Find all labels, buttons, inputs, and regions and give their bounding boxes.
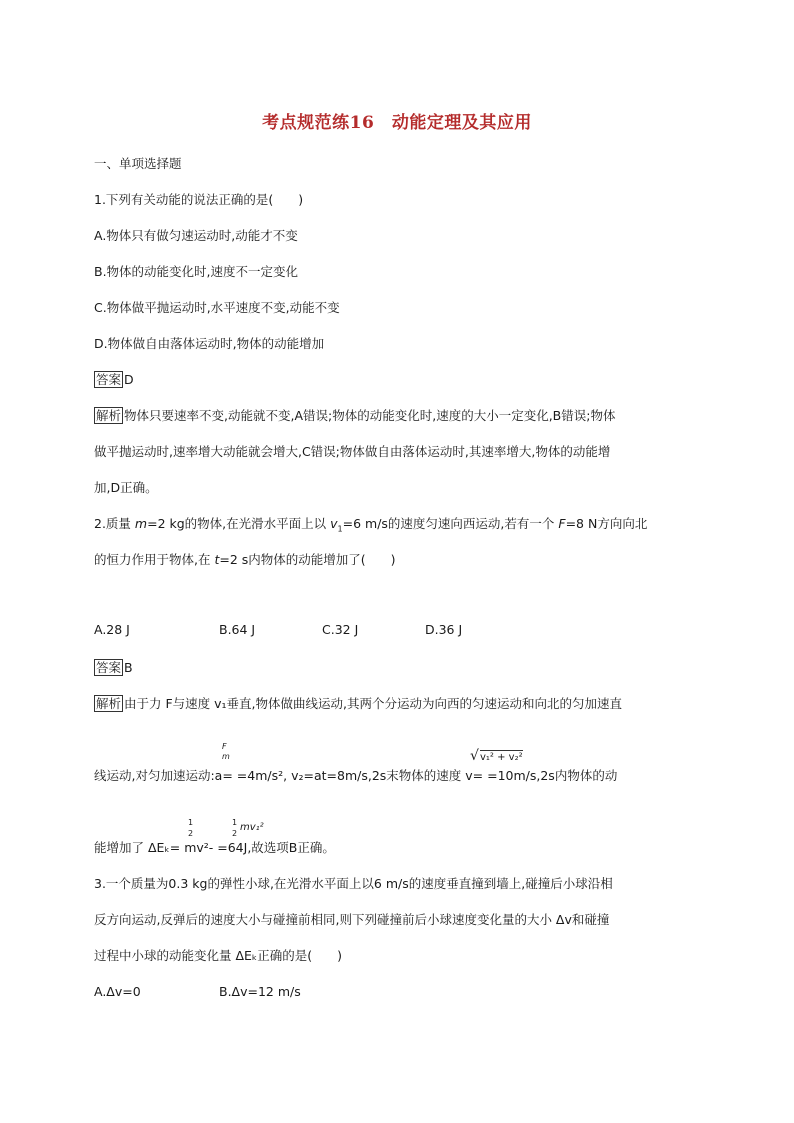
answer-value: D	[124, 372, 134, 387]
q3-option-b: B.Δv=12 m/s	[219, 984, 301, 999]
q3-stem-line-3: 过程中小球的动能变化量 ΔEₖ正确的是( )	[94, 948, 342, 963]
analysis-text: 物体只要速率不变,动能就不变,A错误;物体的动能变化时,速度的大小一定变化,B错误;物体	[124, 408, 616, 423]
q2-analysis-line-3: 能增加了 ΔEₖ= mv²- =64J,故选项B正确。	[94, 840, 335, 855]
q3-option-a: A.Δv=0	[94, 984, 141, 999]
q1-option-b: B.物体的动能变化时,速度不一定变化	[94, 264, 299, 279]
q2-text: 2.质量	[94, 516, 135, 531]
q1-option-c: C.物体做平抛运动时,水平速度不变,动能不变	[94, 300, 340, 315]
q2-var-m: m	[134, 516, 148, 531]
fraction-denominator-m: m	[222, 752, 230, 761]
q2-text: =8 N方向向北	[565, 516, 648, 531]
analysis-label: 解析	[96, 408, 122, 423]
q2-answer	[94, 658, 133, 676]
q2-analysis-line-2: 线运动,对匀加速运动:a= =4m/s², v₂=at=8m/s,2s末物体的速度 v= =10m/s,2s内物体的动	[94, 768, 618, 783]
q2-var-v-sub: 1	[337, 524, 343, 534]
sqrt-expression: v₁² + v₂²	[480, 752, 523, 763]
q1-answer	[94, 370, 134, 388]
analysis-text: 由于力 F与速度 v₁垂直,物体做曲线运动,其两个分运动为向西的匀速运动和向北的匀加速直	[124, 696, 623, 711]
answer-label: 答案	[96, 660, 122, 675]
q3-stem-line-1: 3.一个质量为0.3 kg的弹性小球,在光滑水平面上以6 m/s的速度垂直撞到墙上,碰撞后小球沿相	[94, 876, 613, 891]
q2-option-c: C.32 J	[322, 622, 359, 637]
q2-text: 的恒力作用于物体,在	[94, 552, 215, 567]
q3-stem-line-2: 反方向运动,反弹后的速度大小与碰撞前相同,则下列碰撞前后小球速度变化量的大小 Δv和碰撞	[94, 912, 610, 927]
fraction-numerator-F: F	[222, 742, 227, 751]
q1-stem: 1.下列有关动能的说法正确的是( )	[94, 192, 304, 207]
page-title: 考点规范练16 动能定理及其应用	[262, 113, 532, 133]
q2-option-b: B.64 J	[219, 622, 256, 637]
q2-text: =2 s内物体的动能增加了( )	[219, 552, 396, 567]
q1-analysis-line-2: 做平抛运动时,速率增大动能就会增大,C错误;物体做自由落体运动时,其速率增大,物体的动能增	[94, 444, 611, 459]
answer-label: 答案	[96, 372, 122, 387]
q1-analysis-line-1	[94, 406, 615, 424]
q1-analysis-line-3: 加,D正确。	[94, 480, 158, 495]
q2-option-a: A.28 J	[94, 622, 130, 637]
half-denominator-2: 2	[232, 829, 238, 838]
half-numerator: 1	[188, 818, 194, 827]
q2-stem-line-2	[94, 550, 396, 568]
q2-stem-line-1	[94, 514, 647, 534]
analysis-label: 解析	[96, 696, 122, 711]
q2-text: =6 m/s的速度匀速向西运动,若有一个	[342, 516, 559, 531]
q2-option-d: D.36 J	[425, 622, 463, 637]
q1-option-d: D.物体做自由落体运动时,物体的动能增加	[94, 336, 325, 351]
q2-var-t: t	[214, 552, 220, 567]
sqrt-sign-icon: √	[470, 748, 479, 764]
half-mv1-term: mv₁²	[240, 822, 264, 833]
half-numerator-2: 1	[232, 818, 238, 827]
q2-var-F: F	[558, 516, 566, 531]
half-denominator: 2	[188, 829, 194, 838]
section-heading: 一、单项选择题	[94, 156, 182, 171]
answer-value: B	[124, 660, 133, 675]
q1-option-a: A.物体只有做匀速运动时,动能才不变	[94, 228, 298, 243]
q2-analysis-line-1	[94, 694, 622, 712]
q2-text: =2 kg的物体,在光滑水平面上以	[147, 516, 331, 531]
q2-var-v: v	[330, 516, 338, 531]
